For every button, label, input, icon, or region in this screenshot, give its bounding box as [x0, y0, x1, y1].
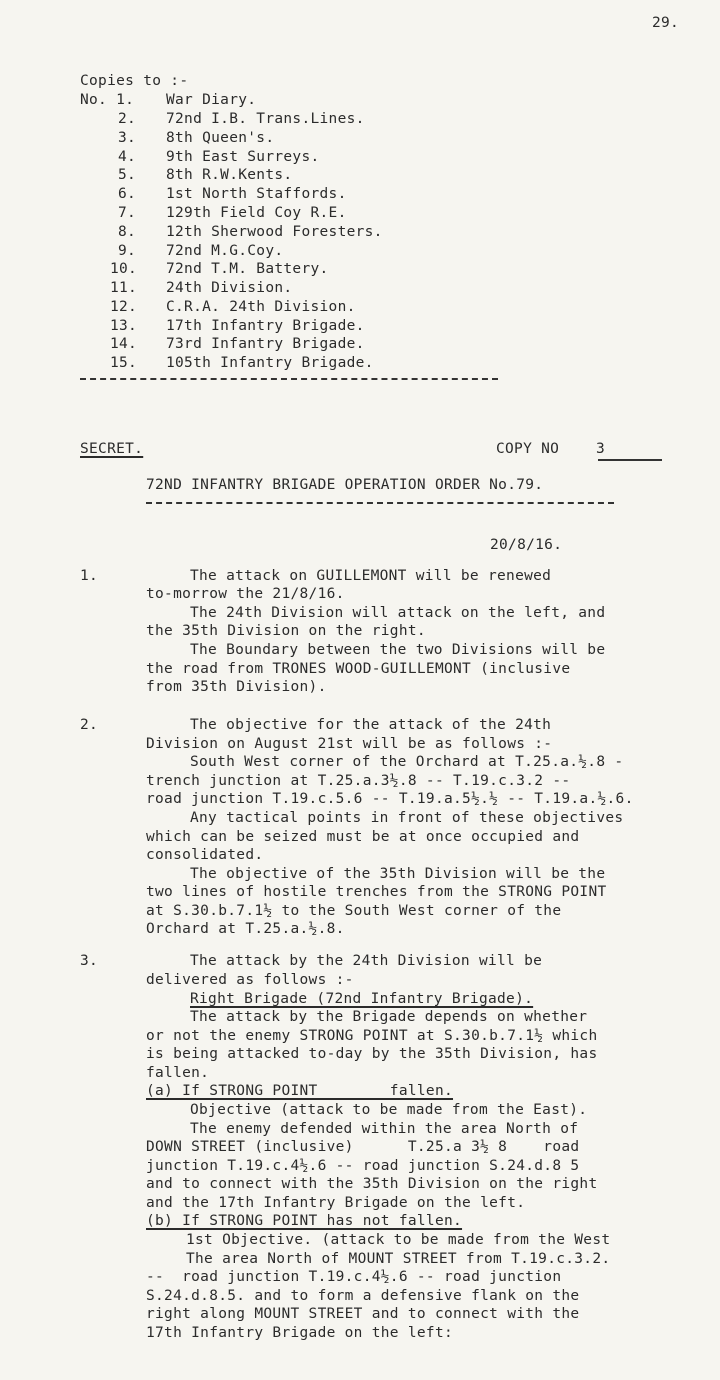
paragraph-line: The attack by the 24th Division will be [190, 953, 543, 969]
copies-item-name: 12th Sherwood Foresters. [166, 224, 383, 240]
copies-item-name: 72nd I.B. Trans.Lines. [166, 111, 365, 127]
paragraph-line: which can be seized must be at once occupied and [146, 829, 580, 845]
paragraph-line: The objective of the 35th Division will be the [190, 866, 606, 882]
copies-item-number: 11. [110, 280, 138, 296]
paragraph-line: The objective for the attack of the 24th [190, 717, 552, 733]
paragraph-line: the road from TRONES WOOD-GUILLEMONT (inclusive [146, 661, 571, 677]
copy-number: 3 [596, 441, 606, 457]
copy-number-underline [598, 459, 662, 461]
paragraph-line: at S.30.b.7.1½ to the South West corner of the [146, 903, 562, 919]
copies-item-number: 12. [110, 299, 138, 315]
copies-item-number: 2. [118, 111, 137, 127]
paragraph-number: 1. [80, 568, 99, 584]
divider [80, 378, 498, 380]
paragraph-line: The attack on GUILLEMONT will be renewed [190, 568, 552, 584]
title-underline [146, 502, 614, 504]
paragraph-line: Any tactical points in front of these objectives [190, 810, 624, 826]
copies-item-number: 5. [118, 167, 137, 183]
copies-item-name: 9th East Surreys. [166, 149, 320, 165]
paragraph-line: Division on August 21st will be as follows :- [146, 736, 553, 752]
copies-item-number: No. 1. [80, 92, 135, 108]
copies-item-number: 10. [110, 261, 138, 277]
paragraph-number: 3. [80, 953, 99, 969]
paragraph-line: from 35th Division). [146, 679, 327, 695]
copy-number-label: COPY NO [496, 441, 560, 457]
copies-item-number: 6. [118, 186, 137, 202]
copies-item-number: 14. [110, 336, 138, 352]
copies-item-name: 1st North Staffords. [166, 186, 347, 202]
paragraph-line: is being attacked to-day by the 35th Division, has [146, 1046, 598, 1062]
paragraph-line: (a) If STRONG POINT fallen. [146, 1083, 454, 1099]
secret-label: SECRET. [80, 441, 144, 457]
paragraph-line: DOWN STREET (inclusive) T.25.a 3½ 8 road [146, 1139, 580, 1155]
copies-item-name: C.R.A. 24th Division. [166, 299, 356, 315]
paragraph-line: S.24.d.8.5. and to form a defensive flank on the [146, 1288, 580, 1304]
paragraph-line: junction T.19.c.4½.6 -- road junction S.24.d.8 5 [146, 1158, 580, 1174]
paragraph-line: fallen. [146, 1065, 210, 1081]
paragraph-line: 1st Objective. (attack to be made from the West [186, 1232, 611, 1248]
copies-item-number: 8. [118, 224, 137, 240]
paragraph-line: The attack by the Brigade depends on whether [190, 1009, 588, 1025]
paragraph-line: consolidated. [146, 847, 264, 863]
copies-item-name: 129th Field Coy R.E. [166, 205, 347, 221]
paragraph-line: The 24th Division will attack on the left, and [190, 605, 606, 621]
copies-item-name: 8th Queen's. [166, 130, 275, 146]
copies-item-number: 15. [110, 355, 138, 371]
paragraph-line: The enemy defended within the area North of [190, 1121, 579, 1137]
order-date: 20/8/16. [490, 537, 563, 553]
copies-item-name: 73rd Infantry Brigade. [166, 336, 365, 352]
copies-item-name: 24th Division. [166, 280, 293, 296]
paragraph-line: and the 17th Infantry Brigade on the left. [146, 1195, 526, 1211]
paragraph-line: The area North of MOUNT STREET from T.19.c.3.2. [186, 1251, 611, 1267]
copies-item-number: 13. [110, 318, 138, 334]
paragraph-line: (b) If STRONG POINT has not fallen. [146, 1213, 463, 1229]
paragraph-line: The Boundary between the two Divisions will be [190, 642, 606, 658]
copies-item-number: 3. [118, 130, 137, 146]
paragraph-line: and to connect with the 35th Division on the right [146, 1176, 598, 1192]
page-number: 29. [652, 15, 680, 31]
copies-item-number: 9. [118, 243, 137, 259]
copies-item-name: 72nd T.M. Battery. [166, 261, 329, 277]
paragraph-line: Right Brigade (72nd Infantry Brigade). [190, 991, 534, 1007]
copies-item-name: War Diary. [166, 92, 257, 108]
paragraph-line: South West corner of the Orchard at T.25.a.½.8 - [190, 754, 624, 770]
paragraph-line: Objective (attack to be made from the East). [190, 1102, 588, 1118]
paragraph-line: right along MOUNT STREET and to connect with the [146, 1306, 580, 1322]
paragraph-line: trench junction at T.25.a.3½.8 -- T.19.c.3.2 -- [146, 773, 571, 789]
copies-item-name: 17th Infantry Brigade. [166, 318, 365, 334]
copies-item-name: 8th R.W.Kents. [166, 167, 293, 183]
paragraph-line: -- road junction T.19.c.4½.6 -- road junction [146, 1269, 562, 1285]
paragraph-line: delivered as follows :- [146, 972, 354, 988]
paragraph-line: Orchard at T.25.a.½.8. [146, 921, 345, 937]
order-title: 72ND INFANTRY BRIGADE OPERATION ORDER No.79. [146, 477, 544, 493]
copies-item-name: 105th Infantry Brigade. [166, 355, 374, 371]
paragraph-line: the 35th Division on the right. [146, 623, 426, 639]
copies-item-number: 4. [118, 149, 137, 165]
paragraph-line: road junction T.19.c.5.6 -- T.19.a.5½.½ -- T.19.a.½.6. [146, 791, 634, 807]
paragraph-line: 17th Infantry Brigade on the left: [146, 1325, 454, 1341]
paragraph-line: to-morrow the 21/8/16. [146, 586, 345, 602]
paragraph-line: or not the enemy STRONG POINT at S.30.b.7.1½ which [146, 1028, 598, 1044]
copies-item-number: 7. [118, 205, 137, 221]
paragraph-number: 2. [80, 717, 99, 733]
copies-heading: Copies to :- [80, 73, 189, 89]
copies-item-name: 72nd M.G.Coy. [166, 243, 284, 259]
paragraph-line: two lines of hostile trenches from the STRONG POINT [146, 884, 607, 900]
